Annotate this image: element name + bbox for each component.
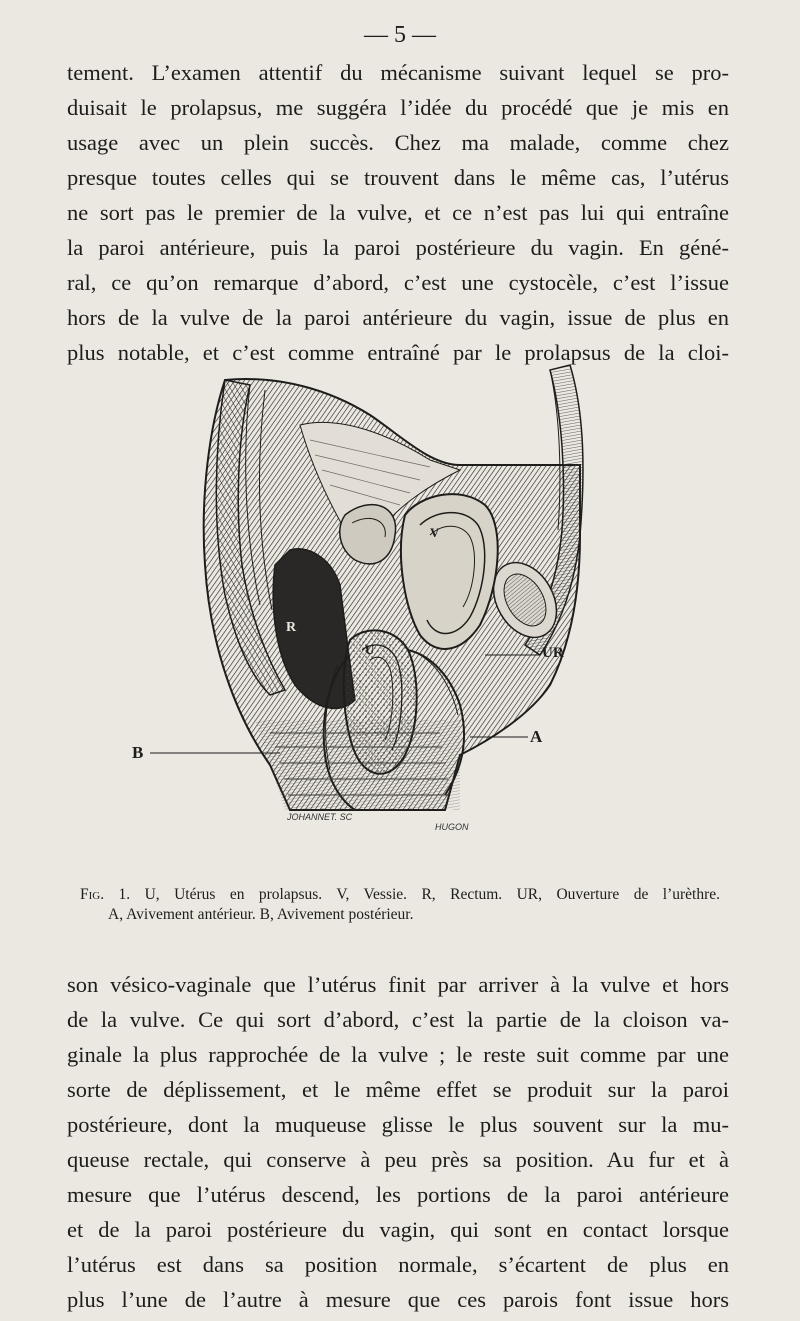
caption-fig-label: Fig. 1. [80,886,131,903]
figure-caption [80,885,720,925]
text-line: hors de la vulve de la paroi antérieure du vagin, issue de plus en [67,305,729,330]
text-line: postérieure, dont la muqueuse glisse le plus souvent sur la mu- [67,1112,729,1137]
text-line: plus l’une de l’autre à mesure que ces parois font issue hors [67,1287,729,1312]
caption-line-2: A, Avivement antérieur. B, Avivement postérieur. [108,906,414,923]
text-line: presque toutes celles qui se trouvent dans le même cas, l’utérus [67,165,729,190]
text-line: queuse rectale, qui conserve à peu près sa position. Au fur et à [67,1147,729,1172]
text-line: la paroi antérieure, puis la paroi postérieure du vagin. En géné- [67,235,729,260]
label-r: R [286,620,297,635]
engraver-signature-left: JOHANNET. SC [287,812,353,822]
text-line: plus notable, et c’est comme entraîné par le prolapsus de la cloi- [67,340,729,365]
paragraph-2 [67,967,729,1317]
label-v: V [430,525,440,540]
page-number: — 5 — [364,22,436,48]
intestine-loop [340,505,396,564]
text-line: tement. L’examen attentif du mécanisme suivant lequel se pro- [67,60,729,85]
label-b: B [132,743,144,762]
text-line: ginale la plus rapprochée de la vulve ; le reste suit comme par une [67,1042,729,1067]
text-line: usage avec un plein succès. Chez ma malade, comme chez [67,130,729,155]
anatomical-figure [130,355,670,840]
text-line: ral, ce qu’on remarque d’abord, c’est une cystocèle, c’est l’issue [67,270,729,295]
text-line: de la vulve. Ce qui sort d’abord, c’est la partie de la cloison va- [67,1007,729,1032]
caption-line-1 [80,885,720,905]
caption-text-1: U, Utérus en prolapsus. V, Vessie. R, Rectum. UR, Ouverture de l’urèthre. [144,886,720,903]
text-line: son vésico-vaginale que l’utérus finit par arriver à la vulve et hors [67,972,729,997]
text-line: ne sort pas le premier de la vulve, et ce n’est pas lui qui entraîne [67,200,729,225]
text-line: et de la paroi postérieure du vagin, qui sont en contact lorsque [67,1217,729,1242]
engraver-signature-right: HUGON [435,822,469,832]
text-line: duisait le prolapsus, me suggéra l’idée du procédé que je mis en [67,95,729,120]
label-u: U [365,642,375,657]
uterine-prolapse-engraving [130,355,670,840]
label-a: A [530,727,543,746]
text-line: sorte de déplissement, et le même effet se produit sur la paroi [67,1077,729,1102]
paragraph-1 [67,55,729,370]
label-ur: UR [542,645,564,661]
text-line: mesure que l’utérus descend, les portions de la paroi antérieure [67,1182,729,1207]
text-line: l’utérus est dans sa position normale, s’écartent de plus en [67,1252,729,1277]
